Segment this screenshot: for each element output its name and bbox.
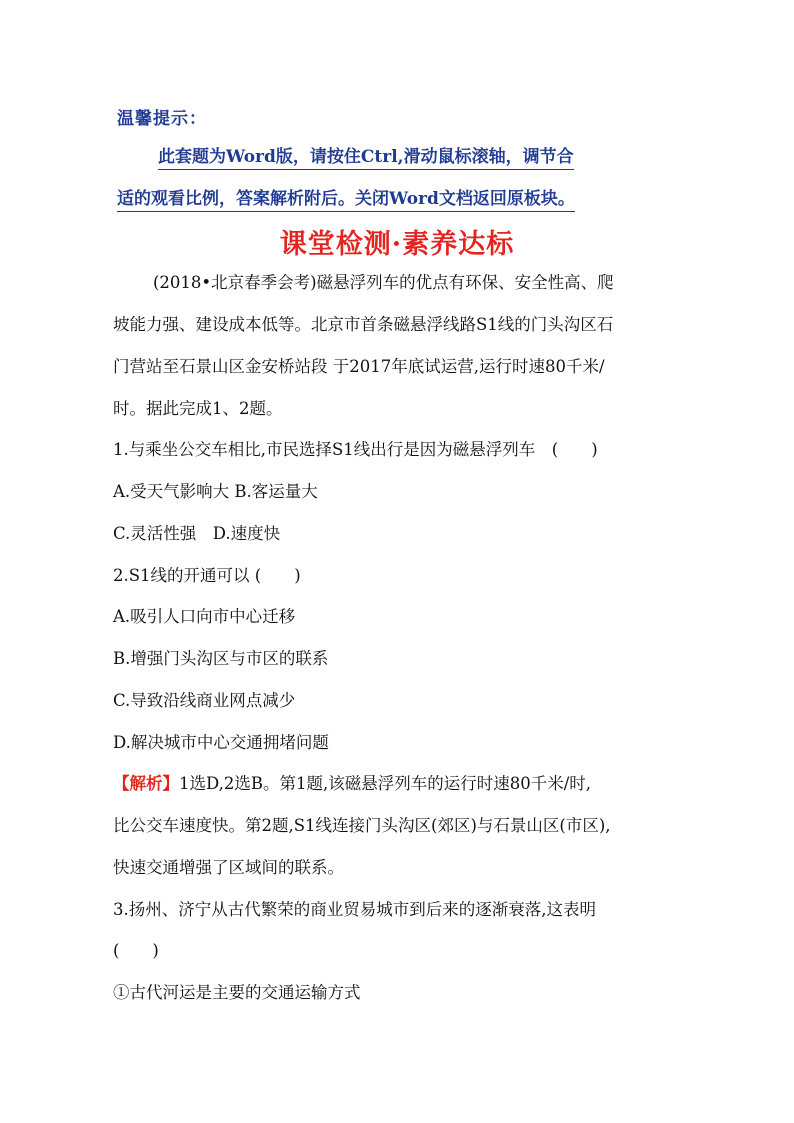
question-1-options-ab: A.受天气影响大 B.客运量大	[113, 482, 318, 501]
question-3-stem: 3.扬州、济宁从古代繁荣的商业贸易城市到后来的逐渐衰落,这表明	[113, 900, 596, 919]
intro-line-3: 门营站至石景山区金安桥站段 于2017年底试运营,运行时速80千米/	[113, 357, 605, 376]
question-1-options-cd: C.灵活性强 D.速度快	[113, 524, 281, 543]
analysis-text-1: 1选D,2选B。第1题,该磁悬浮列车的运行时速80千米/时,	[179, 774, 592, 793]
question-3-item-1: ①古代河运是主要的交通运输方式	[113, 983, 361, 1002]
question-2-option-b: B.增强门头沟区与市区的联系	[113, 649, 329, 668]
question-2-option-c: C.导致沿线商业网点减少	[113, 691, 296, 710]
tip-line-1: 此套题为Word版，请按住Ctrl,滑动鼠标滚轴，调节合	[158, 146, 574, 170]
analysis-line-2: 比公交车速度快。第2题,S1线连接门头沟区(郊区)与石景山区(市区),	[113, 816, 611, 835]
question-2-stem: 2.S1线的开通可以 ( )	[113, 566, 301, 585]
question-2-option-d: D.解决城市中心交通拥堵问题	[113, 733, 329, 752]
tip-line-2: 适的观看比例，答案解析附后。关闭Word文档返回原板块。	[117, 188, 575, 212]
tip-title: 温馨提示：	[117, 109, 207, 129]
question-1-stem: 1.与乘坐公交车相比,市民选择S1线出行是因为磁悬浮列车 ( )	[113, 440, 598, 459]
intro-line-2: 坡能力强、建设成本低等。北京市首条磁悬浮线路S1线的门头沟区石	[113, 315, 614, 334]
question-3-bracket: ( )	[113, 941, 159, 960]
analysis-line-3: 快速交通增强了区域间的联系。	[113, 858, 344, 877]
question-2-option-a: A.吸引人口向市中心迁移	[113, 607, 296, 626]
section-title: 课堂检测·素养达标	[279, 229, 515, 260]
intro-line-1: (2018•北京春季会考)磁悬浮列车的优点有环保、安全性高、爬	[153, 273, 614, 292]
analysis-line-1	[113, 773, 591, 795]
intro-line-4: 时。据此完成1、2题。	[113, 399, 283, 418]
analysis-label: 【解析】	[113, 774, 179, 793]
